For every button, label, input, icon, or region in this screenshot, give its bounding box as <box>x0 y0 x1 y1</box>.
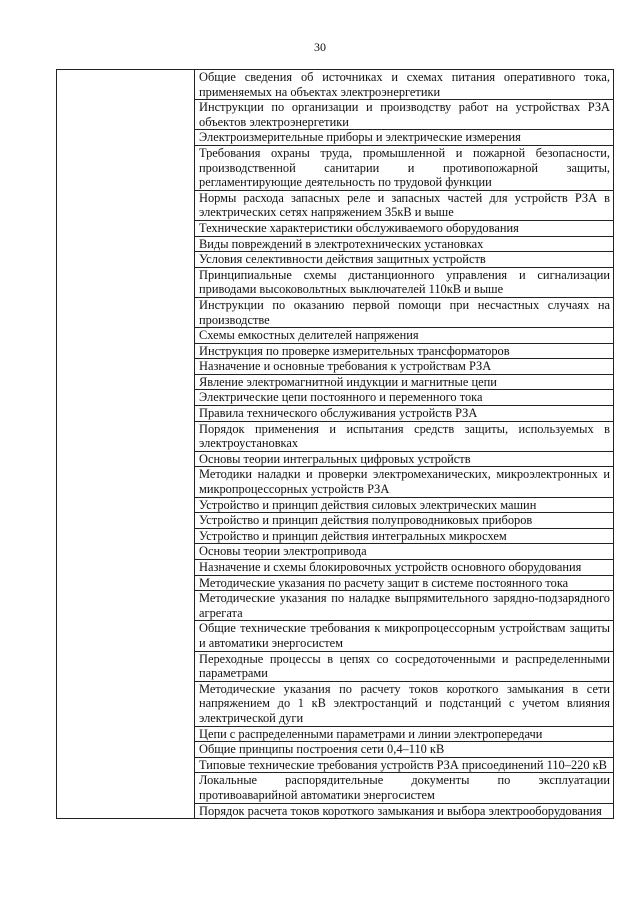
requirement-text: Порядок применения и испытания средств защиты, используемых в электроустановках <box>195 421 614 451</box>
page-number: 30 <box>314 40 326 54</box>
requirement-text: Требования охраны труда, промышленной и пожарной безопасности, производственной санитарии и противопожарной защиты, регламентирующие деятельность по трудовой функции <box>195 145 614 190</box>
requirement-text: Инструкции по организации и производству работ на устройствах РЗА объектов электроэнергетики <box>195 100 614 130</box>
requirement-text: Виды повреждений в электротехнических установках <box>195 236 614 252</box>
requirement-text: Правила технического обслуживания устройств РЗА <box>195 406 614 422</box>
requirement-text: Технические характеристики обслуживаемого оборудования <box>195 220 614 236</box>
requirement-text: Основы теории интегральных цифровых устройств <box>195 451 614 467</box>
requirement-text: Общие принципы построения сети 0,4–110 кВ <box>195 742 614 758</box>
requirement-text: Принципиальные схемы дистанционного управления и сигнализации приводами высоковольтных выключателей 110кВ и выше <box>195 267 614 297</box>
requirement-text: Методики наладки и проверки электромеханических, микроэлектронных и микропроцессорных устройств РЗА <box>195 467 614 497</box>
requirement-text: Явление электромагнитной индукции и магнитные цепи <box>195 374 614 390</box>
requirement-text: Порядок расчета токов короткого замыкания и выбора электрооборудования <box>195 803 614 819</box>
requirement-text: Электрические цепи постоянного и переменного тока <box>195 390 614 406</box>
requirement-text: Переходные процессы в цепях со сосредоточенными и распределенными параметрами <box>195 651 614 681</box>
requirement-text: Типовые технические требования устройств РЗА присоединений 110–220 кВ <box>195 757 614 773</box>
requirement-text: Схемы емкостных делителей напряжения <box>195 328 614 344</box>
requirement-text: Условия селективности действия защитных устройств <box>195 252 614 268</box>
requirement-text: Общие технические требования к микропроцессорным устройствам защиты и автоматики энергосистем <box>195 621 614 651</box>
label-column-cell <box>57 70 195 819</box>
requirement-text: Нормы расхода запасных реле и запасных частей для устройств РЗА в электрических сетях напряжением 35кВ и выше <box>195 190 614 220</box>
requirement-text: Основы теории электропривода <box>195 544 614 560</box>
table-body <box>57 70 614 819</box>
requirement-text: Устройство и принцип действия интегральных микросхем <box>195 528 614 544</box>
requirement-text: Методические указания по расчету защит в системе постоянного тока <box>195 575 614 591</box>
requirement-text: Устройство и принцип действия силовых электрических машин <box>195 497 614 513</box>
requirement-text: Назначение и схемы блокировочных устройств основного оборудования <box>195 560 614 576</box>
knowledge-requirements-table <box>56 69 614 819</box>
requirement-text: Назначение и основные требования к устройствам РЗА <box>195 359 614 375</box>
requirement-text: Общие сведения об источниках и схемах питания оперативного тока, применяемых на объектах электроэнергетики <box>195 70 614 100</box>
requirement-text: Устройство и принцип действия полупроводниковых приборов <box>195 513 614 529</box>
table-row <box>57 70 614 100</box>
requirement-text: Инструкции по оказанию первой помощи при несчастных случаях на производстве <box>195 297 614 327</box>
requirement-text: Инструкция по проверке измерительных трансформаторов <box>195 343 614 359</box>
requirement-text: Методические указания по наладке выпрямительного зарядно-подзарядного агрегата <box>195 591 614 621</box>
requirement-text: Методические указания по расчету токов короткого замыкания в сети напряжением до 1 кВ электростанций и подстанций с учетом влияния электрической дуги <box>195 681 614 726</box>
requirement-text: Цепи с распределенными параметрами и линии электропередачи <box>195 726 614 742</box>
requirement-text: Электроизмерительные приборы и электрические измерения <box>195 130 614 146</box>
requirement-text: Локальные распорядительные документы по эксплуатации противоаварийной автоматики энергосистем <box>195 773 614 803</box>
